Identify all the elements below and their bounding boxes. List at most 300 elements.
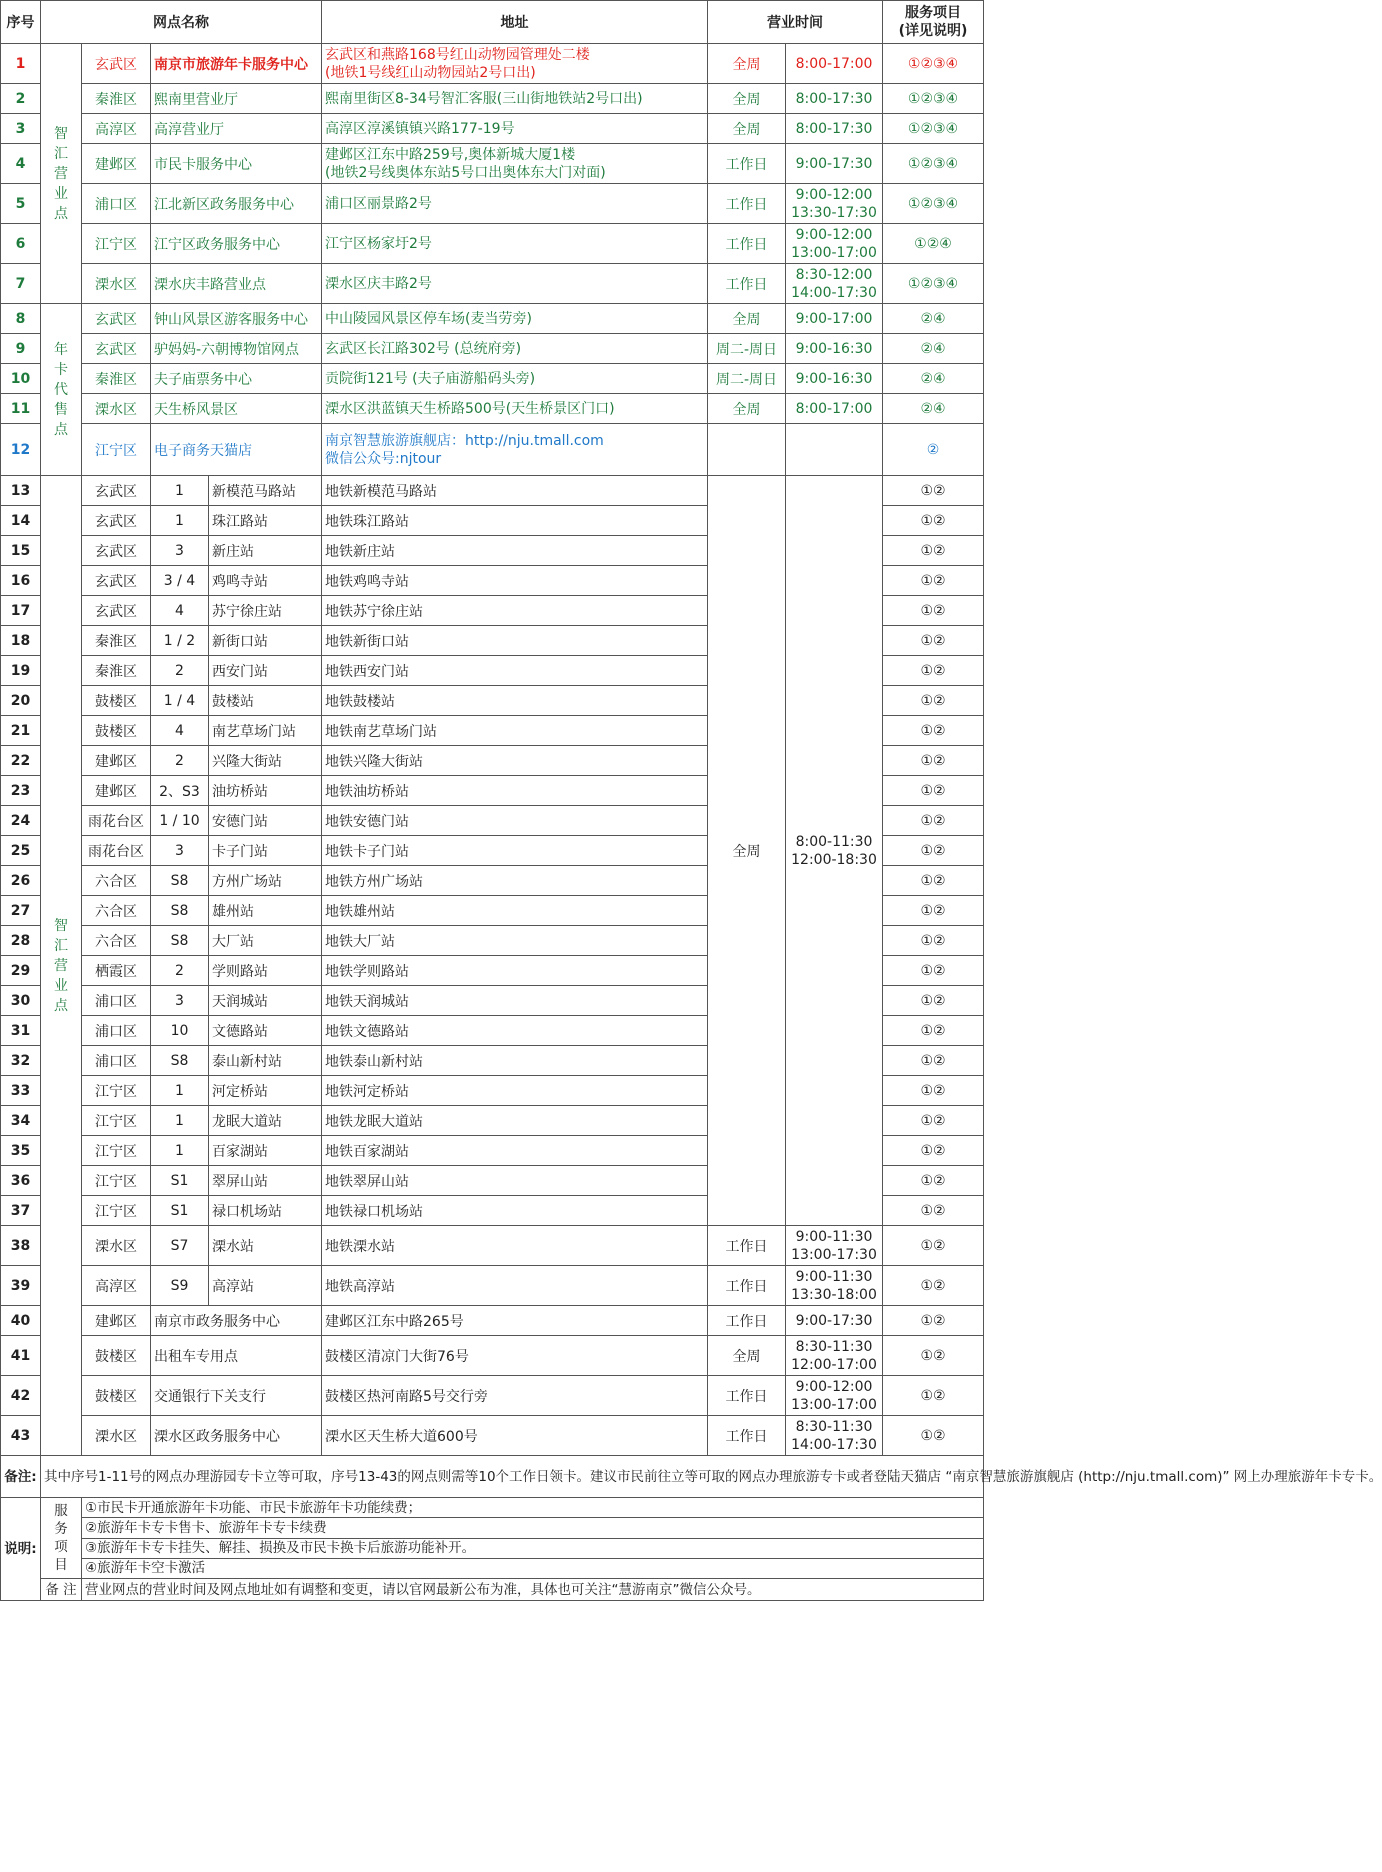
service-label: 服 务 项 目 [41, 1498, 82, 1579]
outlet-row [1, 1416, 984, 1456]
address [322, 224, 708, 264]
outlet-name: 出租车专用点 [151, 1336, 322, 1376]
service-items: ①② [883, 716, 984, 746]
row-seq: 23 [1, 776, 41, 806]
station-name: 西安门站 [209, 656, 322, 686]
remark-label: 备注: [1, 1456, 41, 1498]
district: 建邺区 [82, 144, 151, 184]
metro-line: 3 [151, 536, 209, 566]
district: 浦口区 [82, 184, 151, 224]
time-line: 9:00-17:30 [795, 1312, 873, 1329]
time-line: 14:00-17:30 [791, 1436, 877, 1453]
row-seq: 29 [1, 956, 41, 986]
time-line: 14:00-17:30 [791, 284, 877, 301]
row-seq: 40 [1, 1306, 41, 1336]
service-4: ④旅游年卡空卡激活 [82, 1558, 984, 1578]
address [322, 364, 708, 394]
address: 鼓楼区清凉门大街76号 [322, 1336, 708, 1376]
note2-label: 备 注 [41, 1579, 82, 1601]
district: 鼓楼区 [82, 1376, 151, 1416]
explain-label: 说明: [1, 1498, 41, 1601]
service-items: ①② [883, 1416, 984, 1456]
metro-line: 3 / 4 [151, 566, 209, 596]
time-line: 9:00-17:00 [795, 310, 873, 327]
days: 周二-周日 [708, 334, 786, 364]
district: 玄武区 [82, 44, 151, 84]
station-name: 百家湖站 [209, 1136, 322, 1166]
address: 地铁河定桥站 [322, 1076, 708, 1106]
district: 秦淮区 [82, 656, 151, 686]
district: 江宁区 [82, 424, 151, 476]
station-name: 新庄站 [209, 536, 322, 566]
district: 溧水区 [82, 1226, 151, 1266]
district: 溧水区 [82, 1416, 151, 1456]
row-seq: 28 [1, 926, 41, 956]
row-seq: 10 [1, 364, 41, 394]
hours [786, 1416, 883, 1456]
metro-line: S8 [151, 926, 209, 956]
station-name: 翠屏山站 [209, 1166, 322, 1196]
service-2: ②旅游年卡专卡售卡、旅游年卡专卡续费 [82, 1518, 984, 1538]
address-line: 高淳区淳溪镇镇兴路177-19号 [325, 120, 515, 137]
header-seq: 序号 [1, 1, 41, 44]
address: 地铁方州广场站 [322, 866, 708, 896]
district: 浦口区 [82, 1046, 151, 1076]
address [322, 264, 708, 304]
outlet-name: 夫子庙票务中心 [151, 364, 322, 394]
hours [786, 184, 883, 224]
address [322, 44, 708, 84]
service-items: ①② [883, 1226, 984, 1266]
row-seq: 15 [1, 536, 41, 566]
station-name: 兴隆大街站 [209, 746, 322, 776]
hours [786, 394, 883, 424]
service-items: ①②④ [883, 224, 984, 264]
time-line: 9:00-12:00 [795, 186, 873, 203]
address: 地铁新庄站 [322, 536, 708, 566]
district: 雨花台区 [82, 836, 151, 866]
district: 高淳区 [82, 114, 151, 144]
row-seq: 32 [1, 1046, 41, 1076]
address-line: 建邺区江东中路259号,奥体新城大厦1楼 [325, 146, 576, 163]
days: 工作日 [708, 1416, 786, 1456]
metro-line: S8 [151, 1046, 209, 1076]
district: 溧水区 [82, 264, 151, 304]
row-seq: 37 [1, 1196, 41, 1226]
service-items: ②④ [883, 334, 984, 364]
outlet-name: 交通银行下关支行 [151, 1376, 322, 1416]
address: 地铁百家湖站 [322, 1136, 708, 1166]
service-items: ①② [883, 1016, 984, 1046]
address: 地铁禄口机场站 [322, 1196, 708, 1226]
district: 浦口区 [82, 1016, 151, 1046]
service-items: ①② [883, 476, 984, 506]
time-line: 12:00-17:00 [791, 1356, 877, 1373]
address: 地铁泰山新村站 [322, 1046, 708, 1076]
address [322, 144, 708, 184]
service-items: ①② [883, 866, 984, 896]
time-line: 9:00-11:30 [795, 1268, 873, 1285]
service-1: ①市民卡开通旅游年卡功能、市民卡旅游年卡功能续费； [82, 1498, 984, 1518]
district: 秦淮区 [82, 364, 151, 394]
address-line: (地铁2号线奥体东站5号口出奥体东大门对面) [325, 164, 606, 181]
explain-row [1, 1518, 984, 1538]
address: 地铁卡子门站 [322, 836, 708, 866]
address-line: 溧水区庆丰路2号 [325, 275, 432, 292]
row-seq: 4 [1, 144, 41, 184]
outlet-name: 南京市政务服务中心 [151, 1306, 322, 1336]
service-items: ①② [883, 1266, 984, 1306]
station-name: 禄口机场站 [209, 1196, 322, 1226]
district: 栖霞区 [82, 956, 151, 986]
time-line: 12:00-18:30 [791, 851, 877, 868]
station-name: 学则路站 [209, 956, 322, 986]
row-seq: 6 [1, 224, 41, 264]
outlet-row [1, 114, 984, 144]
address-line: 贡院街121号 (夫子庙游船码头旁) [325, 370, 536, 387]
service-items: ②④ [883, 364, 984, 394]
service-items: ①② [883, 1306, 984, 1336]
outlet-row [1, 84, 984, 114]
address-line: 中山陵园风景区停车场(麦当劳旁) [325, 310, 532, 327]
service-items: ①②③④ [883, 184, 984, 224]
address-line: 南京智慧旅游旗舰店：http://nju.tmall.com [325, 432, 604, 449]
row-seq: 11 [1, 394, 41, 424]
address: 地铁文德路站 [322, 1016, 708, 1046]
district: 江宁区 [82, 1136, 151, 1166]
row-seq: 33 [1, 1076, 41, 1106]
time-line: 9:00-17:30 [795, 155, 873, 172]
outlet-name: 江北新区政务服务中心 [151, 184, 322, 224]
days: 周二-周日 [708, 364, 786, 394]
outlet-row [1, 44, 984, 84]
service-items: ①② [883, 1166, 984, 1196]
row-seq: 24 [1, 806, 41, 836]
service-items: ②④ [883, 304, 984, 334]
address [322, 424, 708, 476]
district: 浦口区 [82, 986, 151, 1016]
days: 工作日 [708, 1226, 786, 1266]
time-line: 13:00-17:00 [791, 244, 877, 261]
service-items: ①② [883, 626, 984, 656]
address: 地铁学则路站 [322, 956, 708, 986]
header-address: 地址 [322, 1, 708, 44]
address [322, 84, 708, 114]
address [322, 114, 708, 144]
district: 秦淮区 [82, 84, 151, 114]
time-line: 13:30-17:30 [791, 204, 877, 221]
metro-line: 2、S3 [151, 776, 209, 806]
row-seq: 16 [1, 566, 41, 596]
days: 全周 [708, 394, 786, 424]
outlet-row [1, 224, 984, 264]
hours [786, 476, 883, 1226]
hours [786, 114, 883, 144]
remark-text: 其中序号1-11号的网点办理游园专卡立等可取，序号13-43的网点则需等10个工作日领卡。建议市民前往立等可取的网点办理旅游专卡或者登陆天猫店 “南京智慧旅游旗舰店 (http://nju.tmall.com)” 网上办理旅游年卡专卡。 [41, 1456, 984, 1498]
metro-line: 2 [151, 746, 209, 776]
row-seq: 38 [1, 1226, 41, 1266]
days: 工作日 [708, 1376, 786, 1416]
district: 鼓楼区 [82, 686, 151, 716]
row-seq: 14 [1, 506, 41, 536]
metro-line: 3 [151, 836, 209, 866]
time-line: 8:00-17:00 [795, 55, 873, 72]
time-line: 8:00-17:30 [795, 90, 873, 107]
metro-line: 1 [151, 506, 209, 536]
outlet-name: 电子商务天猫店 [151, 424, 322, 476]
row-seq: 3 [1, 114, 41, 144]
metro-line: 1 / 2 [151, 626, 209, 656]
metro-line: S8 [151, 896, 209, 926]
header-name: 网点名称 [41, 1, 322, 44]
address: 地铁高淳站 [322, 1266, 708, 1306]
header-service: 服务项目 (详见说明) [883, 1, 984, 44]
address: 地铁溧水站 [322, 1226, 708, 1266]
service-items: ①②③④ [883, 264, 984, 304]
row-seq: 27 [1, 896, 41, 926]
outlet-row [1, 364, 984, 394]
district: 六合区 [82, 866, 151, 896]
district: 玄武区 [82, 566, 151, 596]
row-seq: 17 [1, 596, 41, 626]
address-line: 浦口区丽景路2号 [325, 195, 432, 212]
service-items: ①② [883, 1376, 984, 1416]
service-items: ①② [883, 776, 984, 806]
service-items: ①② [883, 1046, 984, 1076]
group-label: 智 汇 营 业 点 [41, 44, 82, 304]
header-row [1, 1, 984, 44]
service-items: ①②③④ [883, 44, 984, 84]
station-name: 大厂站 [209, 926, 322, 956]
district: 建邺区 [82, 746, 151, 776]
metro-line: 2 [151, 956, 209, 986]
row-seq: 42 [1, 1376, 41, 1416]
time-line: 13:00-17:00 [791, 1396, 877, 1413]
time-line: 8:00-17:00 [795, 400, 873, 417]
district: 江宁区 [82, 1106, 151, 1136]
metro-line: S8 [151, 866, 209, 896]
group-label: 智 汇 营 业 点 [41, 476, 82, 1456]
service-items: ①② [883, 896, 984, 926]
row-seq: 26 [1, 866, 41, 896]
station-name: 安德门站 [209, 806, 322, 836]
district: 玄武区 [82, 596, 151, 626]
days: 工作日 [708, 264, 786, 304]
station-name: 高淳站 [209, 1266, 322, 1306]
address: 地铁新街口站 [322, 626, 708, 656]
row-seq: 13 [1, 476, 41, 506]
row-seq: 30 [1, 986, 41, 1016]
days: 工作日 [708, 184, 786, 224]
service-items: ①② [883, 656, 984, 686]
address: 地铁龙眠大道站 [322, 1106, 708, 1136]
days: 工作日 [708, 224, 786, 264]
time-line: 8:30-11:30 [795, 1418, 873, 1435]
time-line: 9:00-12:00 [795, 1378, 873, 1395]
metro-line: 1 [151, 1136, 209, 1166]
row-seq: 34 [1, 1106, 41, 1136]
metro-line: 1 [151, 1076, 209, 1106]
outlet-name: 天生桥风景区 [151, 394, 322, 424]
service-items: ①② [883, 836, 984, 866]
row-seq: 21 [1, 716, 41, 746]
service-items: ①② [883, 1076, 984, 1106]
outlet-row [1, 1266, 984, 1306]
metro-line: 4 [151, 596, 209, 626]
address [322, 394, 708, 424]
outlet-row [1, 476, 984, 506]
outlet-name: 溧水庆丰路营业点 [151, 264, 322, 304]
outlet-name: 高淳营业厅 [151, 114, 322, 144]
outlet-name: 市民卡服务中心 [151, 144, 322, 184]
time-line: 9:00-16:30 [795, 340, 873, 357]
district: 玄武区 [82, 506, 151, 536]
district: 江宁区 [82, 1196, 151, 1226]
days: 工作日 [708, 1266, 786, 1306]
service-items: ②④ [883, 394, 984, 424]
hours [786, 1306, 883, 1336]
row-seq: 19 [1, 656, 41, 686]
outlet-row [1, 394, 984, 424]
row-seq: 36 [1, 1166, 41, 1196]
row-seq: 1 [1, 44, 41, 84]
hours [786, 1226, 883, 1266]
metro-line: 10 [151, 1016, 209, 1046]
outlet-name: 熙南里营业厅 [151, 84, 322, 114]
hours [786, 44, 883, 84]
station-name: 文德路站 [209, 1016, 322, 1046]
hours [786, 334, 883, 364]
time-line: 8:00-11:30 [795, 833, 873, 850]
time-line: 9:00-12:00 [795, 226, 873, 243]
address: 地铁鸡鸣寺站 [322, 566, 708, 596]
address: 鼓楼区热河南路5号交行旁 [322, 1376, 708, 1416]
days: 工作日 [708, 144, 786, 184]
time-line: 13:00-17:30 [791, 1246, 877, 1263]
days: 全周 [708, 44, 786, 84]
station-name: 天润城站 [209, 986, 322, 1016]
address: 地铁苏宁徐庄站 [322, 596, 708, 626]
station-name: 泰山新村站 [209, 1046, 322, 1076]
district: 江宁区 [82, 224, 151, 264]
row-seq: 25 [1, 836, 41, 866]
station-name: 雄州站 [209, 896, 322, 926]
hours [786, 1336, 883, 1376]
address: 地铁鼓楼站 [322, 686, 708, 716]
time-line: 8:30-11:30 [795, 1338, 873, 1355]
remark-row [1, 1456, 984, 1498]
district: 江宁区 [82, 1166, 151, 1196]
station-name: 鸡鸣寺站 [209, 566, 322, 596]
station-name: 溧水站 [209, 1226, 322, 1266]
outlet-row [1, 144, 984, 184]
time-line: 8:30-12:00 [795, 266, 873, 283]
days: 工作日 [708, 1306, 786, 1336]
metro-line: 2 [151, 656, 209, 686]
address: 地铁南艺草场门站 [322, 716, 708, 746]
service-items: ①② [883, 686, 984, 716]
service-items: ①②③④ [883, 144, 984, 184]
hours [786, 1266, 883, 1306]
address [322, 184, 708, 224]
hours [786, 424, 883, 476]
address: 地铁兴隆大街站 [322, 746, 708, 776]
service-items: ①② [883, 926, 984, 956]
row-seq: 9 [1, 334, 41, 364]
address-line: 熙南里街区8-34号智汇客服(三山街地铁站2号口出) [325, 90, 643, 107]
address: 地铁安德门站 [322, 806, 708, 836]
metro-line: 3 [151, 986, 209, 1016]
address-line: 玄武区和燕路168号红山动物园管理处二楼 [325, 46, 590, 63]
district: 六合区 [82, 926, 151, 956]
service-items: ①②③④ [883, 114, 984, 144]
station-name: 新街口站 [209, 626, 322, 656]
explain-row [1, 1498, 984, 1518]
district: 玄武区 [82, 476, 151, 506]
metro-line: S1 [151, 1196, 209, 1226]
service-items: ①② [883, 596, 984, 626]
service-items: ①② [883, 506, 984, 536]
district: 溧水区 [82, 394, 151, 424]
service-items: ①② [883, 806, 984, 836]
row-seq: 39 [1, 1266, 41, 1306]
district: 建邺区 [82, 1306, 151, 1336]
station-name: 鼓楼站 [209, 686, 322, 716]
station-name: 新模范马路站 [209, 476, 322, 506]
service-items: ①②③④ [883, 84, 984, 114]
station-name: 龙眠大道站 [209, 1106, 322, 1136]
outlet-row [1, 264, 984, 304]
address: 地铁珠江路站 [322, 506, 708, 536]
service-3: ③旅游年卡专卡挂失、解挂、损换及市民卡换卡后旅游功能补开。 [82, 1538, 984, 1558]
station-name: 苏宁徐庄站 [209, 596, 322, 626]
hours [786, 84, 883, 114]
service-items: ② [883, 424, 984, 476]
district: 鼓楼区 [82, 716, 151, 746]
hours [786, 304, 883, 334]
row-seq: 20 [1, 686, 41, 716]
days: 全周 [708, 84, 786, 114]
district: 高淳区 [82, 1266, 151, 1306]
outlet-row [1, 1306, 984, 1336]
outlet-row [1, 1336, 984, 1376]
days: 全周 [708, 1336, 786, 1376]
metro-line: 4 [151, 716, 209, 746]
days: 全周 [708, 476, 786, 1226]
time-line: 13:30-18:00 [791, 1286, 877, 1303]
address-line: 溧水区洪蓝镇天生桥路500号(天生桥景区门口) [325, 400, 615, 417]
metro-line: 1 [151, 1106, 209, 1136]
outlet-name: 南京市旅游年卡服务中心 [151, 44, 322, 84]
service-items: ①② [883, 566, 984, 596]
address [322, 304, 708, 334]
station-name: 南艺草场门站 [209, 716, 322, 746]
header-hours: 营业时间 [708, 1, 883, 44]
address: 地铁天润城站 [322, 986, 708, 1016]
district: 玄武区 [82, 304, 151, 334]
address [322, 334, 708, 364]
metro-line: S9 [151, 1266, 209, 1306]
metro-line: S7 [151, 1226, 209, 1266]
service-items: ①② [883, 1106, 984, 1136]
hours [786, 224, 883, 264]
group-label: 年 卡 代 售 点 [41, 304, 82, 476]
address-line: 微信公众号:njtour [325, 450, 442, 467]
district: 雨花台区 [82, 806, 151, 836]
address: 地铁油坊桥站 [322, 776, 708, 806]
row-seq: 7 [1, 264, 41, 304]
address: 地铁雄州站 [322, 896, 708, 926]
